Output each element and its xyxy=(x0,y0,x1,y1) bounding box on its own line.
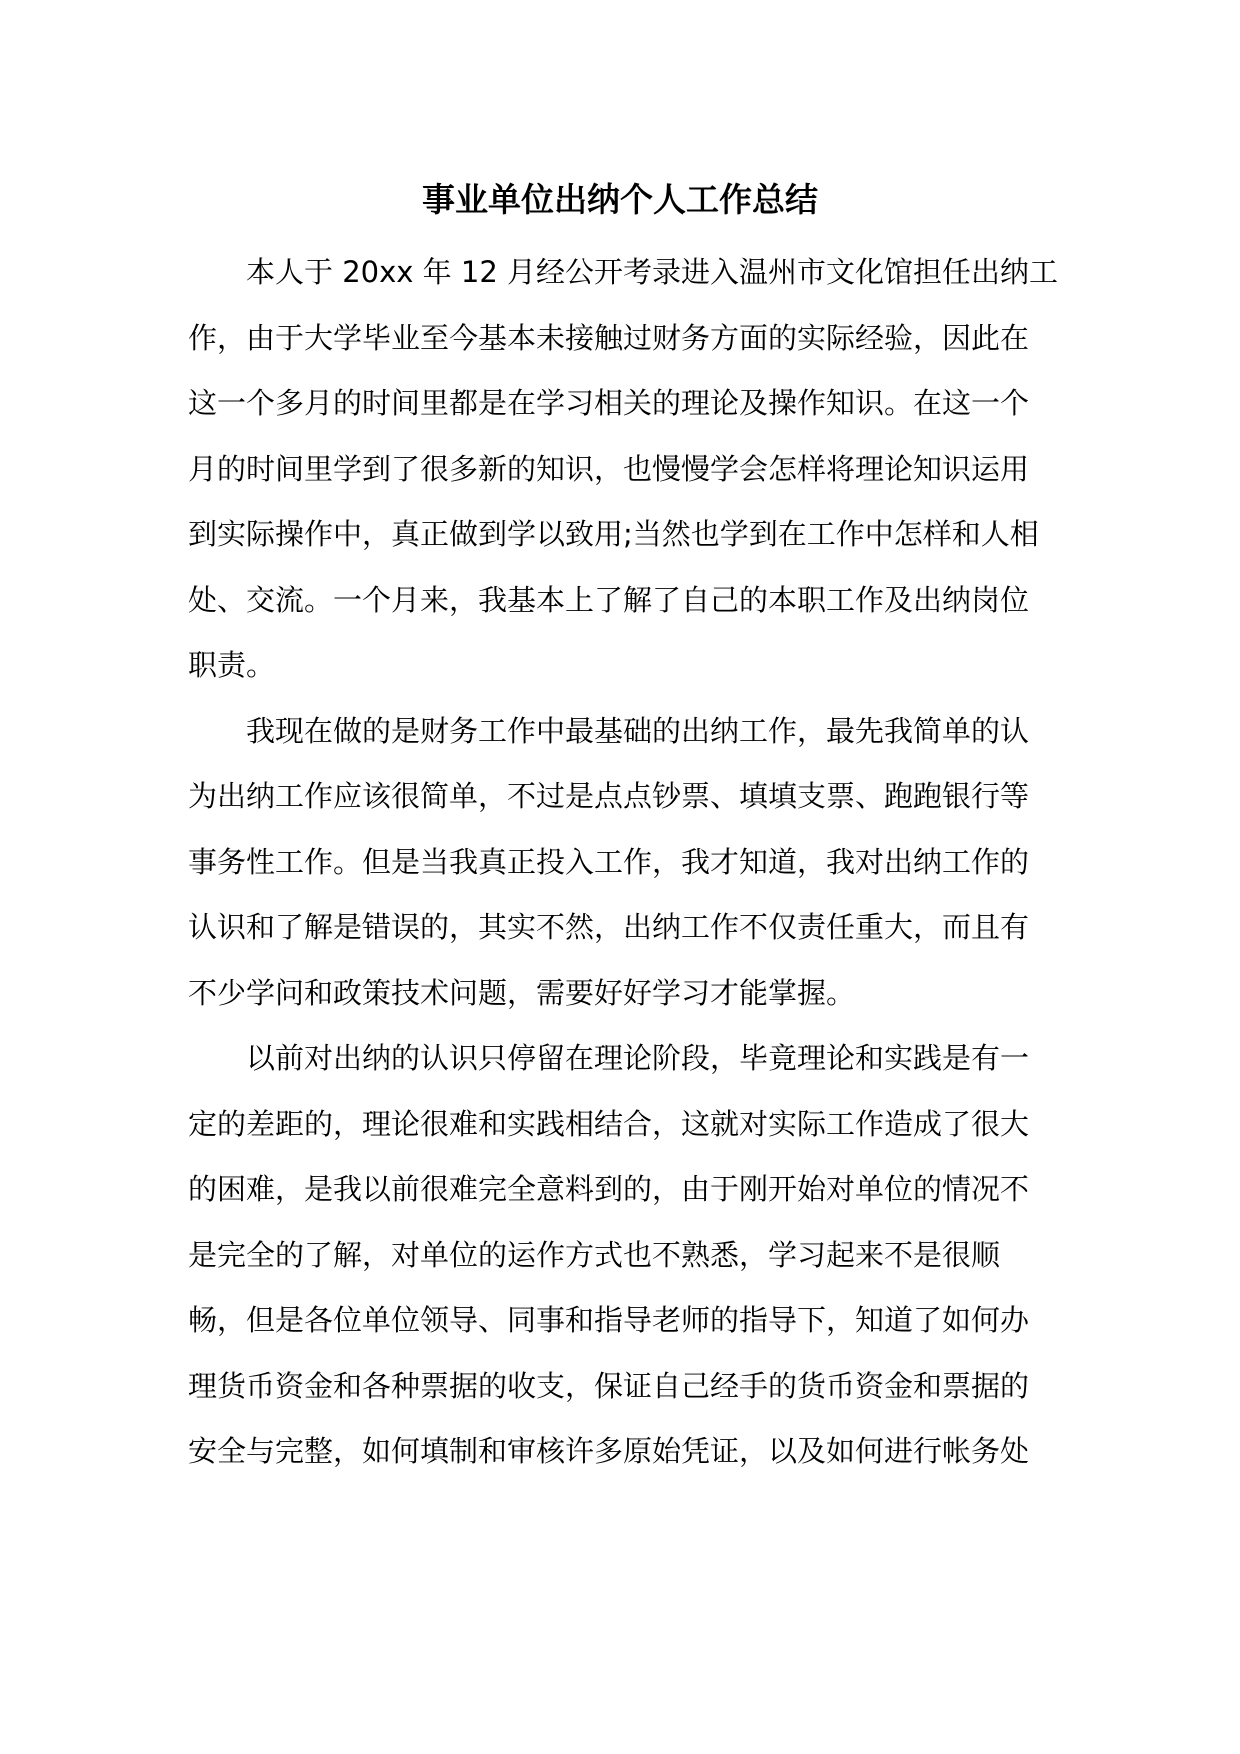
text-line: 月的时间里学到了很多新的知识，也慢慢学会怎样将理论知识运用 xyxy=(188,451,1030,486)
paragraph-1 xyxy=(188,240,1059,699)
text-line: 我现在做的是财务工作中最基础的出纳工作，最先我简单的认 xyxy=(246,713,1030,748)
text-line: 为出纳工作应该很简单，不过是点点钞票、填填支票、跑跑银行等 xyxy=(188,779,1030,813)
text-line: 畅，但是各位单位领导、同事和指导老师的指导下，知道了如何办 xyxy=(188,1303,1030,1337)
text-line: 本人于 20xx 年 12 月经公开考录进入温州市文化馆担任出纳工 xyxy=(246,255,1059,289)
paragraph-2 xyxy=(188,699,1048,1027)
text-line: 认识和了解是错误的，其实不然，出纳工作不仅责任重大，而且有 xyxy=(188,910,1030,944)
text-line: 到实际操作中，真正做到学以致用;当然也学到在工作中怎样和人相 xyxy=(188,517,1039,551)
text-line: 理货币资金和各种票据的收支，保证自己经手的货币资金和票据的 xyxy=(188,1368,1030,1403)
text-line: 不少学问和政策技术问题，需要好好学习才能掌握。 xyxy=(188,975,856,1010)
text-line: 以前对出纳的认识只停留在理论阶段，毕竟理论和实践是有一 xyxy=(246,1041,1030,1075)
text-line: 是完全的了解，对单位的运作方式也不熟悉，学习起来不是很顺 xyxy=(188,1237,1001,1272)
document-title: 事业单位出纳个人工作总结 xyxy=(422,180,818,219)
text-line: 作，由于大学毕业至今基本未接触过财务方面的实际经验，因此在 xyxy=(188,320,1030,355)
text-line: 这一个多月的时间里都是在学习相关的理论及操作知识。在这一个 xyxy=(188,386,1030,420)
document-body xyxy=(188,240,1059,1485)
text-line: 职责。 xyxy=(188,648,276,682)
text-line: 定的差距的，理论很难和实践相结合，这就对实际工作造成了很大 xyxy=(188,1106,1030,1141)
text-line: 的困难，是我以前很难完全意料到的，由于刚开始对单位的情况不 xyxy=(188,1172,1030,1206)
text-line: 处、交流。一个月来，我基本上了解了自己的本职工作及出纳岗位 xyxy=(188,582,1030,617)
text-line: 事务性工作。但是当我真正投入工作，我才知道，我对出纳工作的 xyxy=(188,844,1030,879)
text-line: 安全与完整，如何填制和审核许多原始凭证，以及如何进行帐务处 xyxy=(188,1434,1030,1468)
paragraph-3 xyxy=(188,1026,1048,1485)
